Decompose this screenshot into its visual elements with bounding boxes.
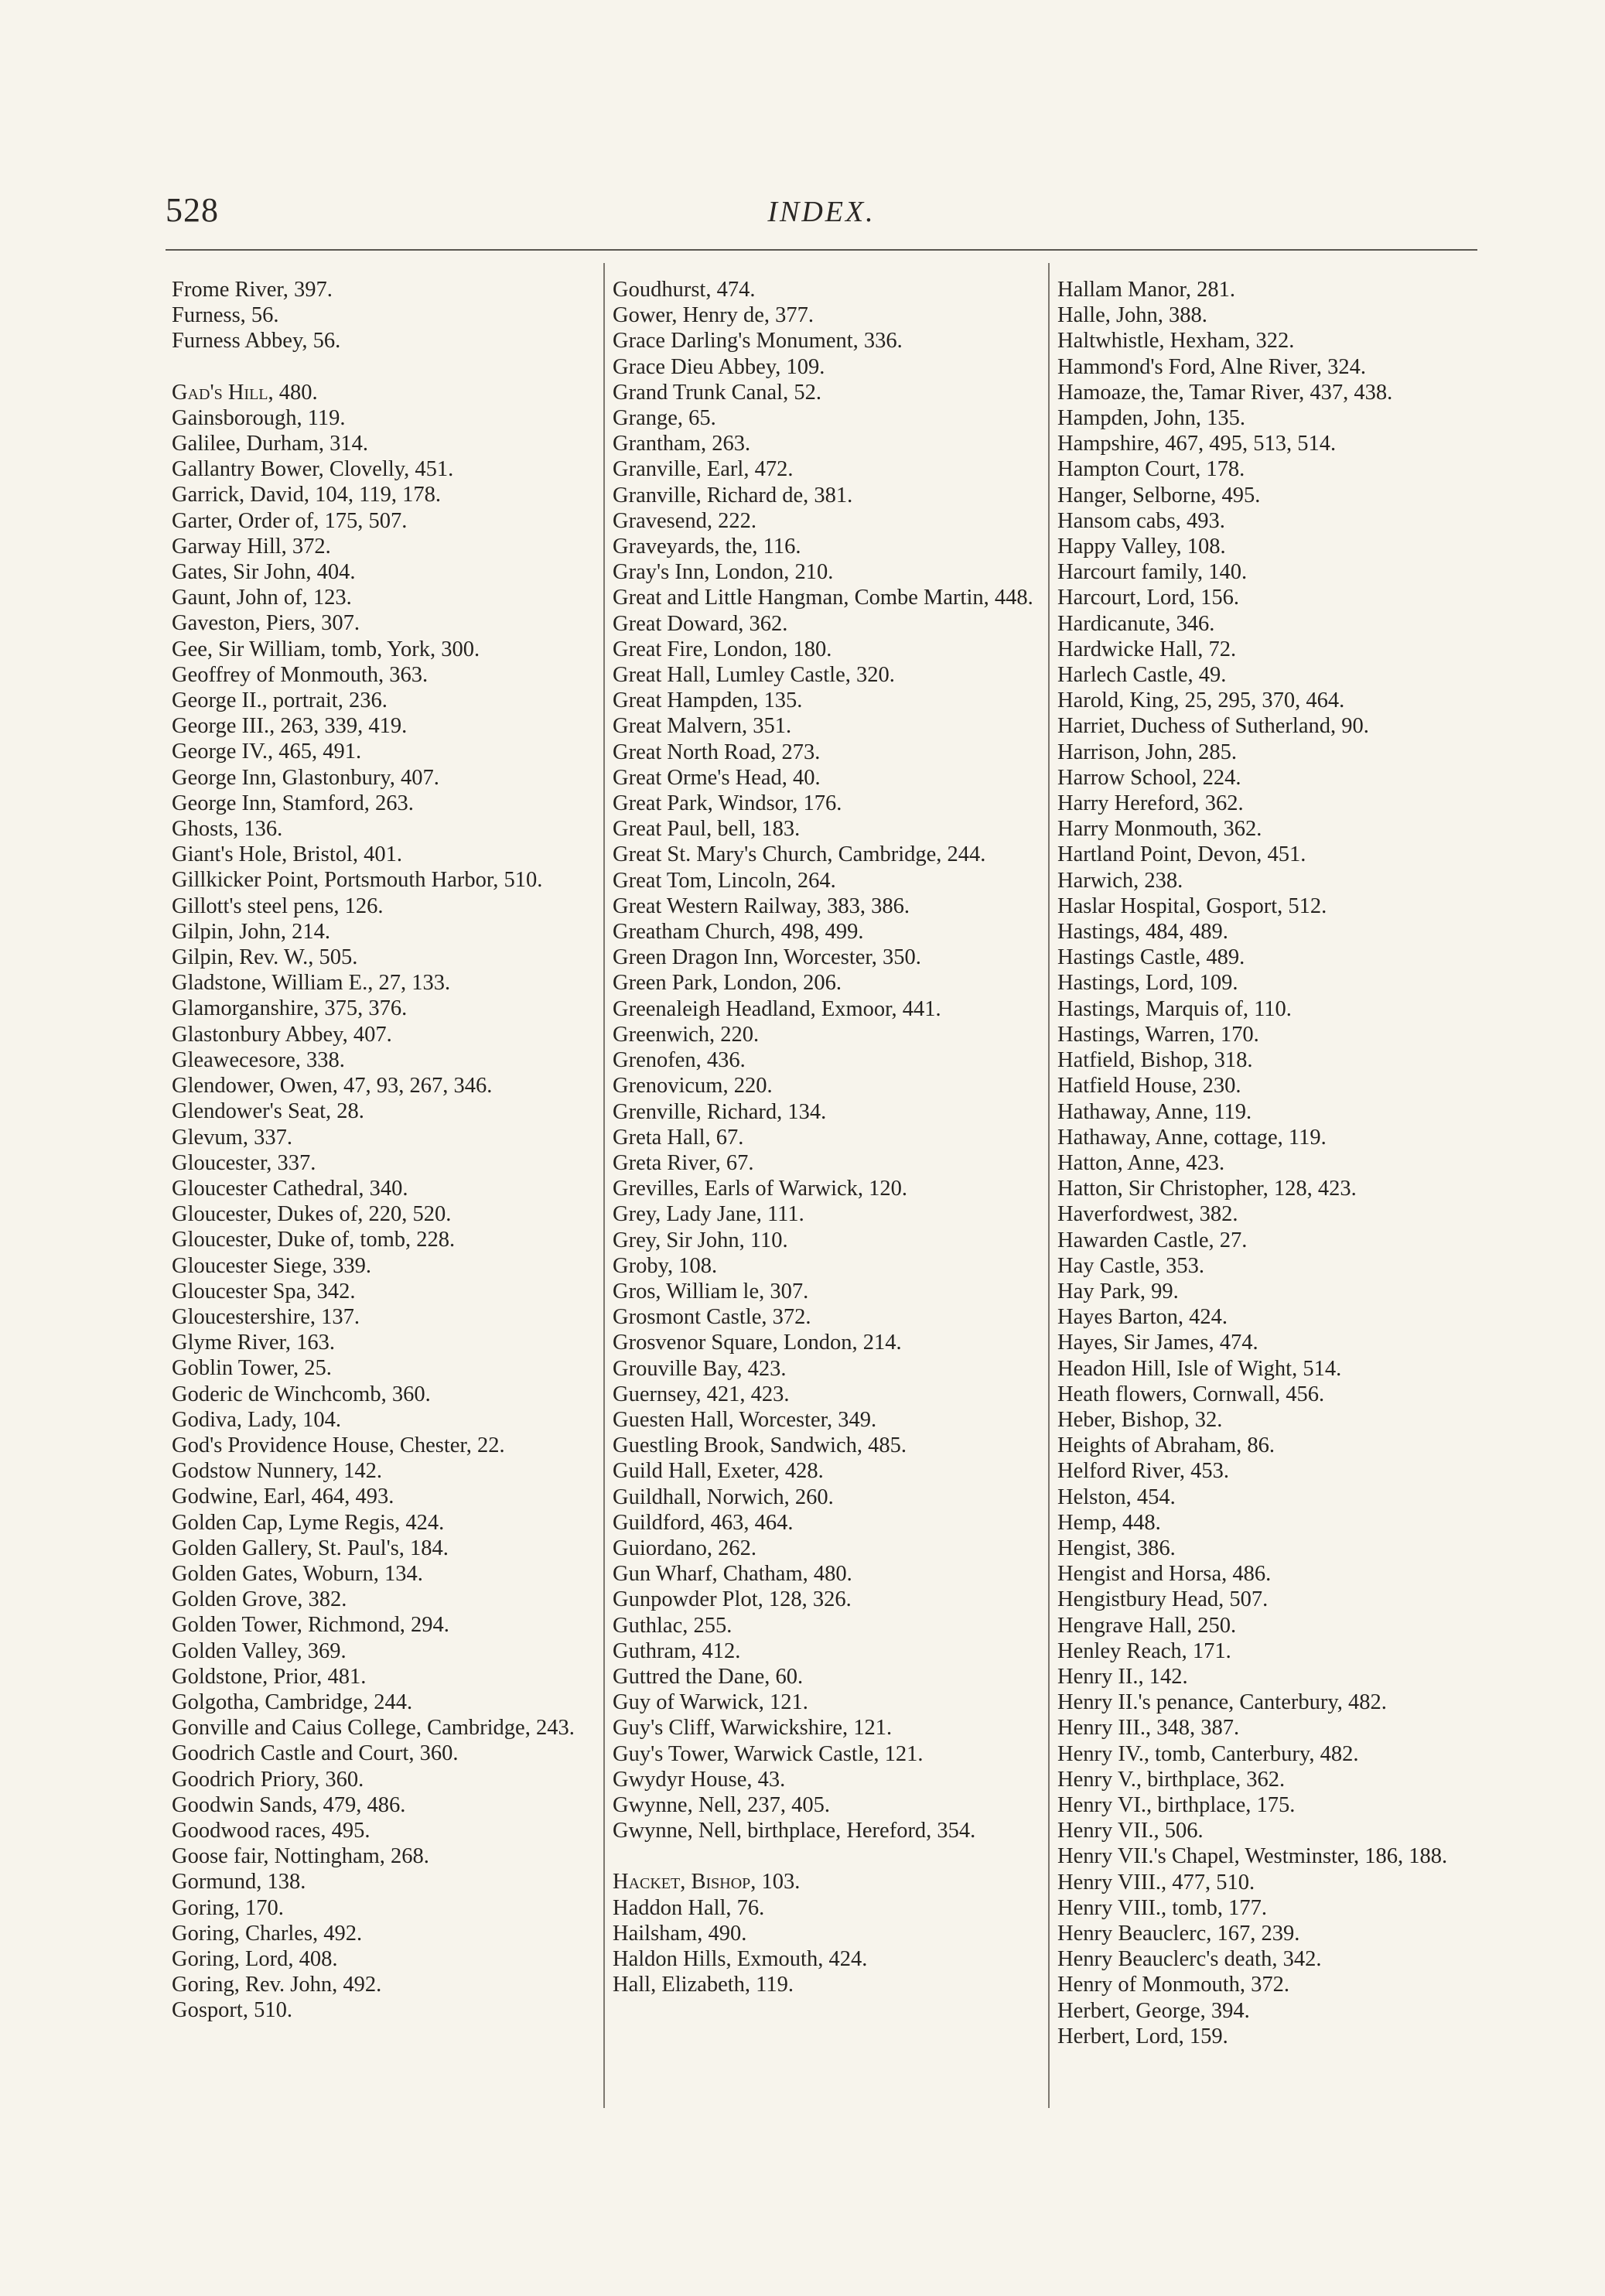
index-entry: Grevilles, Earls of Warwick, 120.: [613, 1177, 908, 1201]
index-entry: Greta River, 67.: [613, 1150, 754, 1175]
index-entry: Hayes, Sir James, 474.: [1057, 1331, 1258, 1355]
index-entry: Gad's Hill, 480.: [172, 380, 318, 405]
index-entry: Guy of Warwick, 121.: [613, 1690, 808, 1715]
index-entry: Henry VI., birthplace, 175.: [1057, 1792, 1296, 1817]
index-entry: Great Hampden, 135.: [613, 688, 803, 713]
index-entry: Hengistbury Head, 507.: [1057, 1587, 1269, 1612]
index-entry: Haldon Hills, Exmouth, 424.: [613, 1947, 868, 1971]
index-entry: Herbert, George, 394.: [1057, 1998, 1250, 2023]
index-entry: Great St. Mary's Church, Cambridge, 244.: [613, 842, 986, 867]
index-entry: Guthram, 412.: [613, 1638, 741, 1663]
index-entry: Godiva, Lady, 104.: [172, 1407, 341, 1432]
index-entry: Hailsham, 490.: [613, 1921, 747, 1946]
index-entry: Goring, Lord, 408.: [172, 1947, 338, 1971]
index-entry: Hayes Barton, 424.: [1057, 1305, 1228, 1330]
index-entry: Gwydyr House, 43.: [613, 1767, 786, 1792]
index-entry: Hatton, Anne, 423.: [1057, 1150, 1225, 1175]
index-entry: Guthlac, 255.: [613, 1613, 732, 1638]
index-entry: Glevum, 337.: [172, 1125, 292, 1150]
index-entry: Henry Beauclerc, 167, 239.: [1057, 1922, 1300, 1946]
index-entry: Hamoaze, the, Tamar River, 437, 438.: [1057, 380, 1393, 405]
index-entry: Guy's Tower, Warwick Castle, 121.: [613, 1741, 924, 1766]
index-entry: Gaveston, Piers, 307.: [172, 611, 360, 636]
index-entry: Frome River, 397.: [172, 278, 333, 302]
index-entry: Gloucester Siege, 339.: [172, 1253, 372, 1278]
index-entry: Henry VII.'s Chapel, Westminster, 186, 188.: [1057, 1844, 1448, 1869]
index-entry: Gleawecesore, 338.: [172, 1047, 345, 1072]
index-entry: Goodwin Sands, 479, 486.: [172, 1792, 406, 1817]
index-entry: Hathaway, Anne, 119.: [1057, 1099, 1252, 1124]
index-column-3: [1057, 277, 1487, 2049]
index-entry: Golgotha, Cambridge, 244.: [172, 1690, 413, 1714]
index-entry: Guesten Hall, Worcester, 349.: [613, 1407, 877, 1432]
index-entry: Henry IV., tomb, Canterbury, 482.: [1057, 1741, 1359, 1766]
index-entry: Grosvenor Square, London, 214.: [613, 1331, 902, 1355]
index-entry: Gower, Henry de, 377.: [613, 303, 814, 328]
index-entry: Henry V., birthplace, 362.: [1057, 1767, 1286, 1792]
index-entry: Glyme River, 163.: [172, 1331, 335, 1355]
index-entry: George Inn, Glastonbury, 407.: [172, 765, 439, 790]
index-entry: Gladstone, William E., 27, 133.: [172, 971, 451, 996]
index-entry: Great Orme's Head, 40.: [613, 765, 821, 790]
index-entry: Hatfield House, 230.: [1057, 1074, 1241, 1098]
index-entry: Goose fair, Nottingham, 268.: [172, 1844, 429, 1869]
index-entry: Gilpin, John, 214.: [172, 919, 331, 944]
index-entry: Headon Hill, Isle of Wight, 514.: [1057, 1356, 1342, 1381]
index-entry: Greenwich, 220.: [613, 1022, 760, 1047]
index-entry: Herbert, Lord, 159.: [1057, 2024, 1228, 2048]
index-entry: Heber, Bishop, 32.: [1057, 1407, 1223, 1432]
index-entry: Great Western Railway, 383, 386.: [613, 893, 910, 918]
index-entry: Great Hall, Lumley Castle, 320.: [613, 663, 895, 688]
letter-section-gap: [172, 354, 597, 380]
index-entry: Hammond's Ford, Alne River, 324.: [1057, 354, 1367, 379]
page-header: [166, 190, 1477, 238]
index-entry: Great Paul, bell, 183.: [613, 817, 801, 842]
index-entry: Greenaleigh Headland, Exmoor, 441.: [613, 996, 941, 1021]
index-entry: Golden Gallery, St. Paul's, 184.: [172, 1536, 449, 1560]
index-entry: Harcourt family, 140.: [1057, 560, 1248, 585]
index-entry: Glendower, Owen, 47, 93, 267, 346.: [172, 1074, 493, 1098]
index-entry: Harcourt, Lord, 156.: [1057, 586, 1240, 610]
index-entry: Helford River, 453.: [1057, 1459, 1230, 1484]
index-entry: Gee, Sir William, tomb, York, 300.: [172, 637, 480, 661]
index-entry: Hay Park, 99.: [1057, 1279, 1179, 1303]
index-entry: Haslar Hospital, Gosport, 512.: [1057, 893, 1327, 918]
index-entry: Hemp, 448.: [1057, 1510, 1161, 1535]
index-entry: Hardwicke Hall, 72.: [1057, 637, 1237, 661]
index-entry: Gainsborough, 119.: [172, 405, 346, 430]
index-entry: Guttred the Dane, 60.: [613, 1664, 804, 1689]
index-entry: Gillkicker Point, Portsmouth Harbor, 510.: [172, 868, 543, 893]
index-entry: Goodwood races, 495.: [172, 1818, 371, 1843]
column-divider: [1048, 263, 1050, 2108]
index-entry: Galilee, Durham, 314.: [172, 432, 369, 456]
index-entry: God's Providence House, Chester, 22.: [172, 1433, 505, 1457]
index-entry: Happy Valley, 108.: [1057, 535, 1226, 559]
index-entry: Heights of Abraham, 86.: [1057, 1433, 1275, 1458]
index-entry: Hay Castle, 353.: [1057, 1253, 1204, 1278]
index-entry: George II., portrait, 236.: [172, 688, 388, 713]
index-entry: Giant's Hole, Bristol, 401.: [172, 842, 403, 867]
index-entry: Granville, Richard de, 381.: [613, 483, 853, 507]
index-entry: Grenville, Richard, 134.: [613, 1099, 827, 1124]
index-entry: Garter, Order of, 175, 507.: [172, 508, 408, 533]
index-entry: Godstow Nunnery, 142.: [172, 1459, 383, 1484]
index-entry: Hawarden Castle, 27.: [1057, 1228, 1248, 1252]
index-entry: Greatham Church, 498, 499.: [613, 920, 864, 945]
index-entry: Grand Trunk Canal, 52.: [613, 380, 821, 405]
index-entry: Graveyards, the, 116.: [613, 535, 801, 559]
index-entry: Henry VII., 506.: [1057, 1819, 1204, 1843]
index-entry: Hansom cabs, 493.: [1057, 508, 1225, 533]
index-entry: Gonville and Caius College, Cambridge, 243.: [172, 1716, 575, 1741]
index-entry: Henry II.'s penance, Canterbury, 482.: [1057, 1690, 1387, 1715]
index-entry: Heath flowers, Cornwall, 456.: [1057, 1382, 1325, 1406]
index-entry: Green Park, London, 206.: [613, 971, 842, 996]
index-entry: Guernsey, 421, 423.: [613, 1382, 790, 1406]
index-entry: Grace Darling's Monument, 336.: [613, 329, 903, 354]
index-entry: Harlech Castle, 49.: [1057, 663, 1227, 688]
index-entry: Harriet, Duchess of Sutherland, 90.: [1057, 714, 1369, 739]
index-entry: Furness, 56.: [172, 303, 279, 328]
index-entry: Hartland Point, Devon, 451.: [1057, 842, 1306, 867]
index-entry: Harrison, John, 285.: [1057, 740, 1237, 764]
index-entry: Great North Road, 273.: [613, 740, 821, 764]
index-entry: Hastings, Warren, 170.: [1057, 1022, 1259, 1047]
index-entry: Henry II., 142.: [1057, 1664, 1188, 1689]
index-entry: Henry VIII., 477, 510.: [1057, 1870, 1255, 1895]
index-entry: Goodrich Castle and Court, 360.: [172, 1741, 459, 1766]
index-entry: Hacket, Bishop, 103.: [613, 1870, 801, 1895]
index-entry: Hengist and Horsa, 486.: [1057, 1562, 1272, 1587]
index-entry: Gormund, 138.: [172, 1870, 306, 1895]
index-entry: Geoffrey of Monmouth, 363.: [172, 662, 429, 687]
index-entry: Henry VIII., tomb, 177.: [1057, 1895, 1267, 1920]
index-column-1: [172, 277, 597, 2024]
index-entry: Grange, 65.: [613, 406, 716, 431]
column-divider: [603, 263, 605, 2108]
index-entry: Great Tom, Lincoln, 264.: [613, 868, 836, 893]
index-entry: Goudhurst, 474.: [613, 278, 756, 302]
index-entry: Halle, John, 388.: [1057, 303, 1207, 328]
index-entry: Haltwhistle, Hexham, 322.: [1057, 329, 1295, 354]
index-entry: Great Doward, 362.: [613, 611, 788, 636]
index-entry: Guestling Brook, Sandwich, 485.: [613, 1433, 907, 1458]
index-entry: Grouville Bay, 423.: [613, 1356, 787, 1381]
index-entry: Great Fire, London, 180.: [613, 637, 832, 661]
index-entry: Hallam Manor, 281.: [1057, 278, 1235, 302]
index-entry: Guiordano, 262.: [613, 1536, 757, 1560]
index-entry: Gunpowder Plot, 128, 326.: [613, 1587, 852, 1612]
index-entry: Glamorganshire, 375, 376.: [172, 996, 408, 1021]
index-entry: Gwynne, Nell, 237, 405.: [613, 1792, 831, 1817]
index-entry: Gallantry Bower, Clovelly, 451.: [172, 457, 454, 482]
index-entry: Furness Abbey, 56.: [172, 329, 341, 354]
index-entry: Harry Monmouth, 362.: [1057, 817, 1262, 842]
index-entry: Helston, 454.: [1057, 1485, 1176, 1509]
index-entry: Goderic de Winchcomb, 360.: [172, 1382, 431, 1406]
index-entry: Gloucester Cathedral, 340.: [172, 1176, 408, 1201]
index-entry: Goring, Rev. John, 492.: [172, 1973, 382, 1997]
index-entry: Great Park, Windsor, 176.: [613, 791, 842, 816]
index-entry: George III., 263, 339, 419.: [172, 714, 408, 739]
index-entry: Gun Wharf, Chatham, 480.: [613, 1562, 852, 1587]
index-entry: Harry Hereford, 362.: [1057, 791, 1244, 816]
index-column-2: [613, 277, 1038, 1997]
index-entry: Gloucestershire, 137.: [172, 1304, 360, 1329]
index-entry: Henry of Monmouth, 372.: [1057, 1973, 1290, 1997]
index-entry: Grenofen, 436.: [613, 1048, 746, 1073]
index-entry: Hastings, Lord, 109.: [1057, 971, 1238, 996]
index-entry: Godwine, Earl, 464, 493.: [172, 1485, 394, 1509]
index-entry: Great and Little Hangman, Combe Martin, 448.: [613, 586, 1033, 610]
index-entry: Hampden, John, 135.: [1057, 406, 1246, 431]
index-entry: Gloucester, Dukes of, 220, 520.: [172, 1202, 452, 1227]
index-entry: Ghosts, 136.: [172, 817, 283, 842]
index-entry: Garway Hill, 372.: [172, 534, 331, 559]
index-entry: Hampton Court, 178.: [1057, 457, 1245, 482]
index-entry: Goblin Tower, 25.: [172, 1356, 332, 1381]
letter-section-gap: [613, 1843, 1038, 1869]
index-entry: Gwynne, Nell, birthplace, Hereford, 354.: [613, 1819, 976, 1843]
index-entry: Guildford, 463, 464.: [613, 1510, 794, 1535]
index-entry: Hathaway, Anne, cottage, 119.: [1057, 1125, 1327, 1150]
index-entry: Golden Gates, Woburn, 134.: [172, 1561, 423, 1586]
index-entry: George Inn, Stamford, 263.: [172, 791, 414, 815]
index-entry: Henry III., 348, 387.: [1057, 1716, 1240, 1741]
index-entry: Goring, Charles, 492.: [172, 1921, 363, 1946]
index-entry: Hatton, Sir Christopher, 128, 423.: [1057, 1177, 1357, 1201]
index-entry: Hengist, 386.: [1057, 1536, 1176, 1560]
index-entry: Henry Beauclerc's death, 342.: [1057, 1947, 1322, 1972]
index-entry: Gros, William le, 307.: [613, 1279, 809, 1303]
index-entry: Hampshire, 467, 495, 513, 514.: [1057, 432, 1337, 456]
index-entry: Hanger, Selborne, 495.: [1057, 483, 1261, 507]
index-entry: Gaunt, John of, 123.: [172, 586, 352, 610]
index-entry: Grenovicum, 220.: [613, 1074, 773, 1098]
index-entry: Gloucester, 337.: [172, 1150, 316, 1175]
index-entry: Hardicanute, 346.: [1057, 611, 1215, 636]
index-entry: Grey, Sir John, 110.: [613, 1228, 788, 1252]
index-entry: Gates, Sir John, 404.: [172, 560, 356, 585]
index-entry: Hastings Castle, 489.: [1057, 945, 1245, 970]
index-entry: Hengrave Hall, 250.: [1057, 1613, 1237, 1638]
index-entry: Gray's Inn, London, 210.: [613, 560, 834, 585]
index-entry: Golden Tower, Richmond, 294.: [172, 1613, 449, 1638]
index-entry: Hastings, Marquis of, 110.: [1057, 996, 1292, 1021]
index-entry: Gillott's steel pens, 126.: [172, 893, 384, 918]
index-entry: Hatfield, Bishop, 318.: [1057, 1048, 1253, 1073]
index-entry: Guy's Cliff, Warwickshire, 121.: [613, 1716, 893, 1741]
index-entry: Gloucester, Duke of, tomb, 228.: [172, 1228, 456, 1252]
index-entry: Henley Reach, 171.: [1057, 1638, 1231, 1663]
index-entry: Green Dragon Inn, Worcester, 350.: [613, 945, 921, 970]
index-entry: Gravesend, 222.: [613, 508, 756, 533]
index-entry: Granville, Earl, 472.: [613, 457, 794, 482]
running-title: INDEX.: [767, 196, 876, 228]
index-entry: Groby, 108.: [613, 1253, 718, 1278]
index-entry: Haverfordwest, 382.: [1057, 1202, 1238, 1227]
index-entry: Grantham, 263.: [613, 432, 751, 456]
index-entry: Gilpin, Rev. W., 505.: [172, 945, 358, 970]
index-entry: George IV., 465, 491.: [172, 740, 362, 764]
index-entry: Goring, 170.: [172, 1895, 284, 1920]
index-entry: Golden Cap, Lyme Regis, 424.: [172, 1510, 445, 1535]
index-entry: Glendower's Seat, 28.: [172, 1099, 364, 1124]
index-entry: Gosport, 510.: [172, 1998, 292, 2023]
header-rule: [166, 249, 1477, 251]
index-entry: Haddon Hall, 76.: [613, 1895, 765, 1920]
index-entry: Harrow School, 224.: [1057, 765, 1241, 790]
index-entry: Grace Dieu Abbey, 109.: [613, 354, 825, 379]
index-entry: Guild Hall, Exeter, 428.: [613, 1459, 824, 1484]
index-entry: Golden Valley, 369.: [172, 1638, 347, 1663]
index-entry: Harold, King, 25, 295, 370, 464.: [1057, 688, 1345, 713]
index-entry: Greta Hall, 67.: [613, 1125, 744, 1150]
index-entry: Grosmont Castle, 372.: [613, 1305, 811, 1330]
index-entry: Golden Grove, 382.: [172, 1587, 347, 1612]
index-entry: Grey, Lady Jane, 111.: [613, 1202, 804, 1227]
index-entry: Garrick, David, 104, 119, 178.: [172, 483, 441, 507]
index-entry: Hall, Elizabeth, 119.: [613, 1973, 794, 1997]
page-number: 528: [166, 191, 219, 229]
index-entry: Hastings, 484, 489.: [1057, 920, 1228, 945]
index-entry: Harwich, 238.: [1057, 868, 1183, 893]
index-entry: Guildhall, Norwich, 260.: [613, 1485, 834, 1509]
index-entry: Great Malvern, 351.: [613, 714, 792, 739]
index-entry: Goodrich Priory, 360.: [172, 1767, 364, 1792]
index-entry: Gloucester Spa, 342.: [172, 1279, 356, 1303]
index-entry: Glastonbury Abbey, 407.: [172, 1022, 392, 1047]
index-entry: Goldstone, Prior, 481.: [172, 1664, 367, 1689]
